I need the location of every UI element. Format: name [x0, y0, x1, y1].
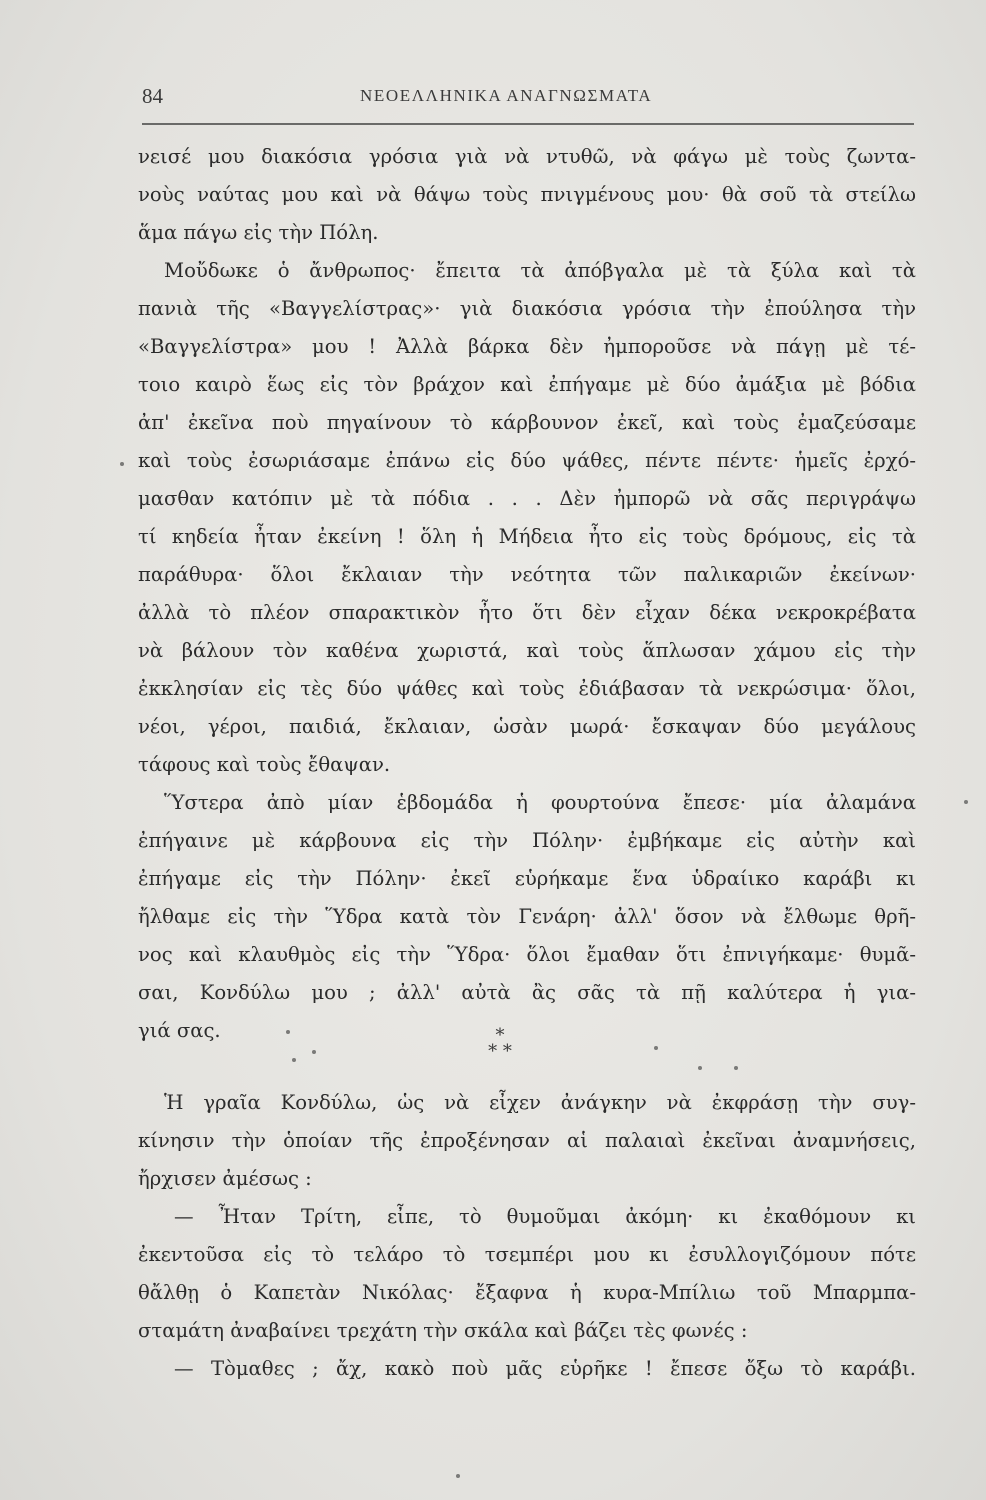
- text-line: — Ἦταν Τρίτη, εἶπε, τὸ θυμοῦμαι ἀκόμη· κι ἐκαθόμουν κι: [174, 1205, 916, 1228]
- section-break-asterism: [470, 1025, 530, 1068]
- page-header: [142, 84, 912, 116]
- text-line: ἐπήγαμε εἰς τὴν Πόλην· ἐκεῖ εὑρήκαμε ἕνα ὑδραίικο καράβι κι: [138, 867, 916, 890]
- text-line: ἅμα πάγω εἰς τὴν Πόλη.: [138, 221, 379, 244]
- running-head: ΝΕΟΕΛΛΗΝΙΚΑ ΑΝΑΓΝΩΣΜΑΤΑ: [360, 86, 653, 105]
- text-line: κίνησιν τὴν ὁποίαν τῆς ἐπροξένησαν αἱ παλαιαὶ ἐκεῖναι ἀναμνήσεις,: [138, 1129, 916, 1152]
- text-line: νέοι, γέροι, παιδιά, ἔκλαιαν, ὡσὰν μωρά· ἔσκαψαν δύο μεγάλους: [138, 715, 916, 738]
- text-line: «Βαγγελίστρα» μου ! Ἀλλὰ βάρκα δὲν ἠμποροῦσε νὰ πάγῃ μὲ τέ-: [138, 335, 916, 358]
- text-line: τοιο καιρὸ ἕως εἰς τὸν βράχον καὶ ἐπήγαμε μὲ δύο ἀμάξια μὲ βόδια: [138, 373, 916, 396]
- text-line: τί κηδεία ἦταν ἐκείνη ! ὅλη ἡ Μήδεια ἦτο εἰς τοὺς δρόμους, εἰς τὰ: [138, 525, 916, 548]
- text-line: ἤλθαμε εἰς τὴν Ὕδρα κατὰ τὸν Γενάρη· ἀλλ' ὅσον νὰ ἔλθωμε θρῆ-: [138, 905, 916, 928]
- text-line: ἐκκλησίαν εἰς τὲς δύο ψάθες καὶ τοὺς ἐδιάβασαν τὰ νεκρώσιμα· ὅλοι,: [138, 677, 916, 700]
- text-line: γιά σας.: [138, 1019, 221, 1042]
- ink-speck: [964, 800, 968, 804]
- ink-speck: [734, 1066, 738, 1070]
- text-line: ἤρχισεν ἀμέσως :: [138, 1167, 312, 1190]
- asterism-bottom: * *: [488, 1041, 512, 1062]
- second-section-text: [138, 1084, 916, 1388]
- text-line: καὶ τοὺς ἐσωριάσαμε ἐπάνω εἰς δύο ψάθες, πέντε πέντε· ἡμεῖς ἐρχό-: [138, 449, 916, 472]
- text-line: θἄλθῃ ὁ Καπετὰν Νικόλας· ἔξαφνα ἡ κυρα-Μπίλιω τοῦ Μπαρμπα-: [138, 1281, 916, 1304]
- text-line: παράθυρα· ὅλοι ἔκλαιαν τὴν νεότητα τῶν παλικαριῶν ἐκείνων·: [138, 563, 916, 586]
- ink-speck: [654, 1046, 658, 1050]
- header-rule: [142, 123, 914, 125]
- text-line: σταμάτη ἀναβαίνει τρεχάτη τὴν σκάλα καὶ βάζει τὲς φωνές :: [138, 1319, 748, 1342]
- text-line: νὰ βάλουν τὸν καθένα χωριστά, καὶ τοὺς ἅπλωσαν χάμου εἰς τὴν: [138, 639, 916, 662]
- text-line: τάφους καὶ τοὺς ἔθαψαν.: [138, 753, 391, 776]
- text-line: πανιὰ τῆς «Βαγγελίστρας»· γιὰ διακόσια γρόσια τὴν ἐπούλησα τὴν: [138, 297, 916, 320]
- ink-speck: [312, 1050, 316, 1054]
- asterism-top: *: [495, 1025, 505, 1046]
- text-line: νεισέ μου διακόσια γρόσια γιὰ νὰ ντυθῶ, νὰ φάγω μὲ τοὺς ζωντα-: [138, 145, 916, 168]
- text-line: — Τὸμαθες ; ἄχ, κακὸ ποὺ μᾶς εὑρῆκε ! ἔπεσε ὄξω τὸ καράβι.: [174, 1357, 916, 1380]
- ink-speck: [120, 462, 124, 466]
- text-line: ἀλλὰ τὸ πλέον σπαρακτικὸν ἦτο ὅτι δὲν εἶχαν δέκα νεκροκρέβατα: [138, 601, 916, 624]
- ink-speck: [698, 1066, 702, 1070]
- text-line: Ἡ γραῖα Κονδύλω, ὡς νὰ εἶχεν ἀνάγκην νὰ ἐκφράσῃ τὴν συγ-: [164, 1091, 916, 1114]
- ink-speck: [456, 1474, 460, 1478]
- text-line: νος καὶ κλαυθμὸς εἰς τὴν Ὕδρα· ὅλοι ἔμαθαν ὅτι ἐπνιγήκαμε· θυμᾶ-: [138, 943, 916, 966]
- ink-speck: [286, 1030, 290, 1034]
- text-line: ἐπήγαινε μὲ κάρβουνα εἰς τὴν Πόλην· ἐμβήκαμε εἰς αὐτὴν καὶ: [138, 829, 916, 852]
- text-line: Ὕστερα ἀπὸ μίαν ἑβδομάδα ἡ φουρτούνα ἔπεσε· μία ἀλαμάνα: [164, 791, 916, 814]
- text-line: μασθαν κατόπιν μὲ τὰ πόδια . . . Δὲν ἠμπορῶ νὰ σᾶς περιγράψω: [138, 487, 916, 510]
- page-number: 84: [142, 84, 163, 108]
- text-line: ἀπ' ἐκεῖνα ποὺ πηγαίνουν τὸ κάρβουνον ἐκεῖ, καὶ τοὺς ἐμαζεύσαμε: [138, 411, 916, 434]
- text-line: σαι, Κονδύλω μου ; ἀλλ' αὐτὰ ἂς σᾶς τὰ πῇ καλύτερα ἡ για-: [138, 981, 916, 1004]
- text-line: ἐκεντοῦσα εἰς τὸ τελάρο τὸ τσεμπέρι μου κι ἐσυλλογιζόμουν πότε: [138, 1243, 916, 1266]
- text-line: νοὺς ναύτας μου καὶ νὰ θάψω τοὺς πνιγμένους μου· θὰ σοῦ τὰ στείλω: [138, 183, 916, 206]
- main-text: [138, 138, 916, 1050]
- text-line: Μοὔδωκε ὁ ἄνθρωπος· ἔπειτα τὰ ἀπόβγαλα μὲ τὰ ξύλα καὶ τὰ: [164, 259, 916, 282]
- ink-speck: [292, 1058, 296, 1062]
